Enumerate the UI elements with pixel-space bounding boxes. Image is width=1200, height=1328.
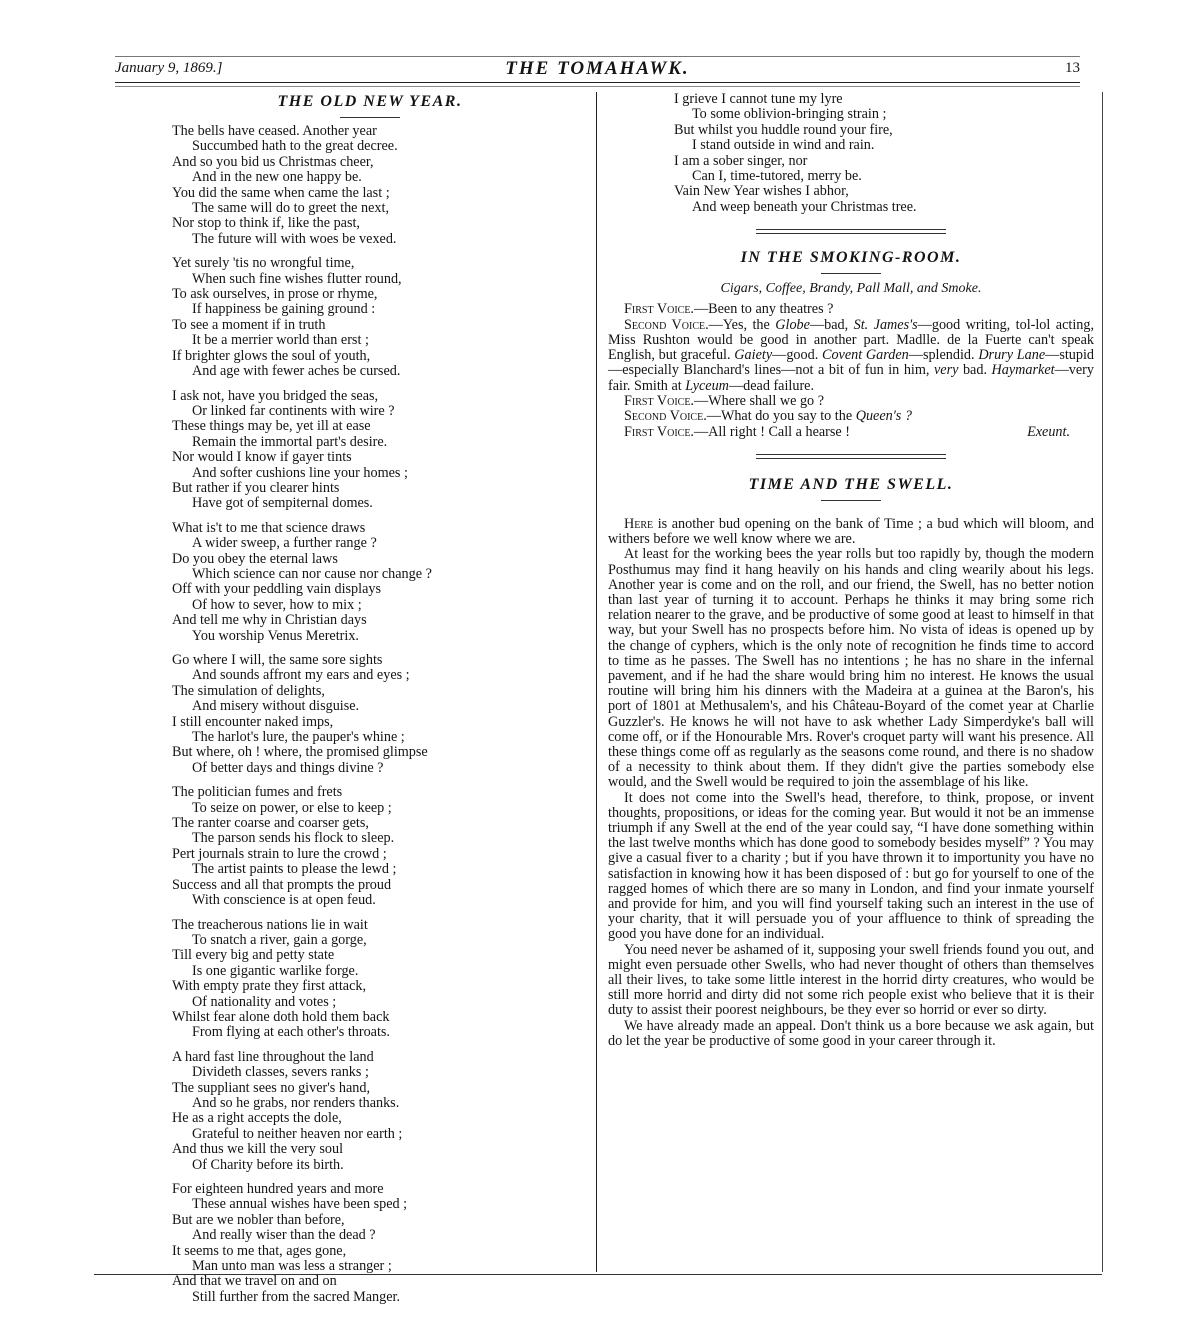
poem-line: Of how to sever, how to mix ; [192,596,362,613]
poem-line: Whilst fear alone doth hold them back [172,1008,390,1025]
stanza [150,1050,590,1173]
poem-line: Of nationality and votes ; [192,993,337,1010]
poem-line: Of better days and things divine ? [192,759,384,776]
poem-line: But whilst you huddle round your fire, [674,121,893,138]
dialogue-line [608,394,1094,409]
poem-line: The harlot's lure, the pauper's whine ; [192,729,405,746]
speech: —very fair. Smith at [608,362,1094,394]
theatre-name: St. James's [853,316,918,333]
poem-line: I still encounter naked imps, [172,713,334,730]
poem-line: The simulation of delights, [172,682,325,699]
poem-line: Remain the immortal part's desire. [192,433,388,450]
speech: —bad, [809,316,854,333]
poem-line: And tell me why in Christian days [172,612,367,629]
poem-line: With conscience is at open feud. [192,892,376,909]
poem-line: You worship Venus Meretrix. [192,627,359,644]
speaker: Second Voice. [624,316,709,333]
poem-line: You did the same when came the last ; [172,184,390,201]
header-rule [115,82,1080,83]
poem-line: Or linked far continents with wire ? [192,402,395,419]
poem-line: I stand outside in wind and rain. [692,137,875,154]
poem-line: And really wiser than the dead ? [192,1227,376,1244]
poem-line: From flying at each other's throats. [192,1024,390,1041]
paragraph: It does not come into the Swell's head, therefore, to think, propose, or invent thoughts, propositions, or ideas for the coming year. But would it not be an immense triumph if any Swell at the end of the year could say, “I have done something within the last twelve months which has done good to somebody besides myself” ? You may give a casual fiver to a charity ; but if you have thrown it to importunity you have no satisfaction in knowing how it has been disposed of : but go for yourself to one of the ragged homes of which there are so many in London, and find your inmate yourself and provide for him, and you will find yourself taking such an interest in the use of your charity, that it will persuade you of your affluence to think of spreading the good you have done for an individual. [608,789,1094,943]
poem-line: Nor would I know if gayer tints [172,449,352,466]
paragraph: You need never be ashamed of it, supposing your swell friends found you out, and might even persuade other Swells, who had never thought of others than themselves all their lives, to take some little interest in the horrid dirty creatures, who would be still more horrid and dirty did not some rich people exist who believe that it is their duty to assist their poorest neighbours, be they ever so horrid or ever so dirty. [608,941,1094,1019]
poem-line: Do you obey the eternal laws [172,550,338,567]
speech: —splendid. [908,347,979,364]
stanza [150,124,590,247]
poem-line: But are we nobler than before, [172,1211,345,1228]
stanza [150,256,590,379]
speech: —What do you say to the [706,408,856,425]
speech: —good. [772,347,822,364]
speech: —Yes, the [708,316,776,333]
left-column [150,92,590,1314]
poem-line: Pert journals strain to lure the crowd ; [172,845,387,862]
poem-line: If happiness be gaining ground : [192,301,376,318]
right-margin-rule [1102,92,1103,1272]
poem-line: Nor stop to think if, like the past, [172,215,360,232]
poem-line: And age with fewer aches be cursed. [192,363,401,380]
title-rule [340,117,400,118]
theatre-name: Lyceum [685,377,729,394]
page-header [115,56,1080,79]
smoking-room-subtitle: Cigars, Coffee, Brandy, Pall Mall, and Smoke. [720,281,982,297]
paragraph: We have already made an appeal. Don't think us a bore because we ask again, but do let the year be productive of some good in your career through it. [608,1017,1094,1049]
poem-line: These things may be, yet ill at ease [172,418,371,435]
poem-line: The treacherous nations lie in wait [172,916,368,933]
paragraph [608,517,1094,547]
dialogue-line [608,302,1094,317]
lead-word: Here [624,515,654,532]
poem-line: Off with your peddling vain displays [172,581,381,598]
header-rule-thin [115,86,1080,87]
poem-line: I am a sober singer, nor [674,152,808,169]
stanza [150,521,590,644]
dialogue-line [608,318,1094,394]
poem-line: The bells have ceased. Another year [172,123,377,139]
speaker: Second Voice. [624,408,707,425]
speech: —Where shall we go ? [693,393,824,410]
masthead: THE TOMAHAWK. [505,58,690,79]
poem-line: If brighter glows the soul of youth, [172,347,371,364]
poem-line: When such fine wishes flutter round, [192,270,402,287]
poem-line: And in the new one happy be. [192,169,362,186]
dialogue-line [608,425,1094,440]
speech: —dead failure. [728,377,815,394]
speech: —good writing, tol-lol acting, Miss Rushton would be good in another part. Madlle. de la Fuerte can't speak English, but graceful. [608,316,1094,364]
poem-line: Till every big and petty state [172,947,335,964]
column-divider [596,92,597,1272]
stanza [150,1182,590,1305]
poem-line: The future will with woes be vexed. [192,230,397,247]
stage-direction: Exeunt. [1027,423,1070,440]
poem-continuation [608,92,1094,215]
poem-line: To ask ourselves, in prose or rhyme, [172,286,378,303]
paragraph-text: is another bud opening on the bank of Time ; a bud which will bloom, and withers before we well know where we are. [608,515,1094,548]
poem-body [150,124,590,1305]
speech: —All right ! Call a hearse ! [693,423,850,440]
poem-line: A hard fast line throughout the land [172,1048,374,1065]
poem-line: But where, oh ! where, the promised glimpse [172,744,428,761]
theatre-name: Covent Garden [821,347,909,364]
theatre-name: Haymarket [991,362,1055,379]
speaker: First Voice. [624,301,694,318]
poem-line: It be a merrier world than erst ; [192,332,369,349]
poem-line: Grateful to neither heaven nor earth ; [192,1125,403,1142]
poem-line: What is't to me that science draws [172,519,366,536]
poem-line: And misery without disguise. [192,698,360,715]
poem-line: These annual wishes have been sped ; [192,1196,408,1213]
poem-line: To seize on power, or else to keep ; [192,799,392,816]
poem-line: Still further from the sacred Manger. [192,1288,401,1305]
poem-line: And weep beneath your Christmas tree. [692,198,917,215]
poem-line: Which science can nor cause nor change ? [192,565,432,582]
issue-date: January 9, 1869.] [115,60,223,76]
poem-line: The parson sends his flock to sleep. [192,830,395,847]
poem-line: Yet surely 'tis no wrongful time, [172,255,355,272]
poem-line: And so he grabs, nor renders thanks. [192,1094,400,1111]
poem-line: The same will do to greet the next, [192,200,389,217]
poem-line: Have got of sempiternal domes. [192,495,373,512]
poem-line: Succumbed hath to the great decree. [192,138,398,155]
poem-line: To see a moment if in truth [172,316,326,333]
poem-line: Is one gigantic warlike forge. [192,962,359,979]
stanza [150,653,590,776]
theatre-name: Globe [775,316,810,333]
stanza [150,389,590,512]
poem-line: I ask not, have you bridged the seas, [172,387,379,404]
title-rule [821,500,881,501]
poem-line: The politician fumes and frets [172,784,343,801]
poem-line: But rather if you clearer hints [172,479,340,496]
emphasis: very [933,362,959,379]
poem-line: And that we travel on and on [172,1273,337,1290]
poem-title: THE OLD NEW YEAR. [277,93,463,110]
poem-line: To some oblivion-bringing strain ; [692,106,887,123]
swell-article [608,517,1094,1049]
page-number: 13 [1065,60,1080,76]
poem-line: And so you bid us Christmas cheer, [172,153,374,170]
swell-title: TIME AND THE SWELL. [748,475,954,493]
paragraph: At least for the working bees the year rolls but too rapidly by, though the modern Posthumus may find it hang heavily on his hands and cling wearily about his legs. Another year is come and on the roll, and our friend, the Swell, has no better notion than last year of turning it to account. Perhaps he thinks it may bring some rich relation nearer to the grave, and be productive of some good at least to himself in that way, but your Swell has no prospects before him. No vista of ideas is opened up by the change of cyphers, which is the only note of recognition he finds time to accord to time as he passes. The Swell has no intentions ; he has no share in the infernal pavement, and if he had the share would bring him no interest. He knows the usual routine will bring him his dinners with the Madeira at a guinea at the Baron's, his port of 1801 at Methusalem's, and his Château-Boyard of the comet year at Charlie Guzzler's. He knows he will not have to ask whether Lady Simperdyke's ball will come off, or if the Honourable Mrs. Rover's croquet party will want his presence. All these things come off as regularly as the seasons come round, and there is no shadow of a necessity to think about them. If they didn't give the parties somebody else would, and the Swell would be required to join the assemblage of his like. [608,546,1094,791]
poem-line: To snatch a river, gain a gorge, [192,931,367,948]
title-rule [821,273,881,274]
theatre-name: Gaiety [734,347,773,364]
poem-line: It seems to me that, ages gone, [172,1242,347,1259]
poem-line: A wider sweep, a further range ? [192,535,377,552]
poem-line: The ranter coarse and coarser gets, [172,815,369,832]
speaker: First Voice. [624,423,694,440]
poem-line: And sounds affront my ears and eyes ; [192,667,410,684]
poem-line: With empty prate they first attack, [172,978,367,995]
poem-line: Go where I will, the same sore sights [172,652,383,668]
poem-line: The artist paints to please the lewd ; [192,861,397,878]
poem-line: Man unto man was less a stranger ; [192,1258,392,1275]
speech: —Been to any theatres ? [693,301,834,318]
right-column [608,92,1094,1049]
smoking-room-title: IN THE SMOKING-ROOM. [740,249,962,267]
dialogue [608,302,1094,440]
theatre-name: Queen's ? [855,408,912,425]
poem-line: For eighteen hundred years and more [172,1181,384,1197]
speech: bad. [958,362,992,379]
poem-line: He as a right accepts the dole, [172,1110,342,1127]
stanza [150,785,590,908]
speaker: First Voice. [624,393,694,410]
poem-line: Can I, time-tutored, merry be. [692,168,862,185]
stanza [150,918,590,1041]
poem-line: The suppliant sees no giver's hand, [172,1079,370,1096]
poem-line: Success and all that prompts the proud [172,876,392,893]
poem-line: Vain New Year wishes I abhor, [674,183,849,200]
dialogue-line [608,409,1094,424]
poem-line: Of Charity before its birth. [192,1156,344,1173]
poem-line: And softer cushions line your homes ; [192,464,408,481]
poem-line: And thus we kill the very soul [172,1141,344,1158]
poem-line: Divideth classes, severs ranks ; [192,1064,369,1081]
theatre-name: Drury Lane [978,347,1046,364]
speech: —stupid—especially Blanchard's lines—not a bit of fun in him, [608,347,1094,379]
poem-line: I grieve I cannot tune my lyre [674,91,843,107]
